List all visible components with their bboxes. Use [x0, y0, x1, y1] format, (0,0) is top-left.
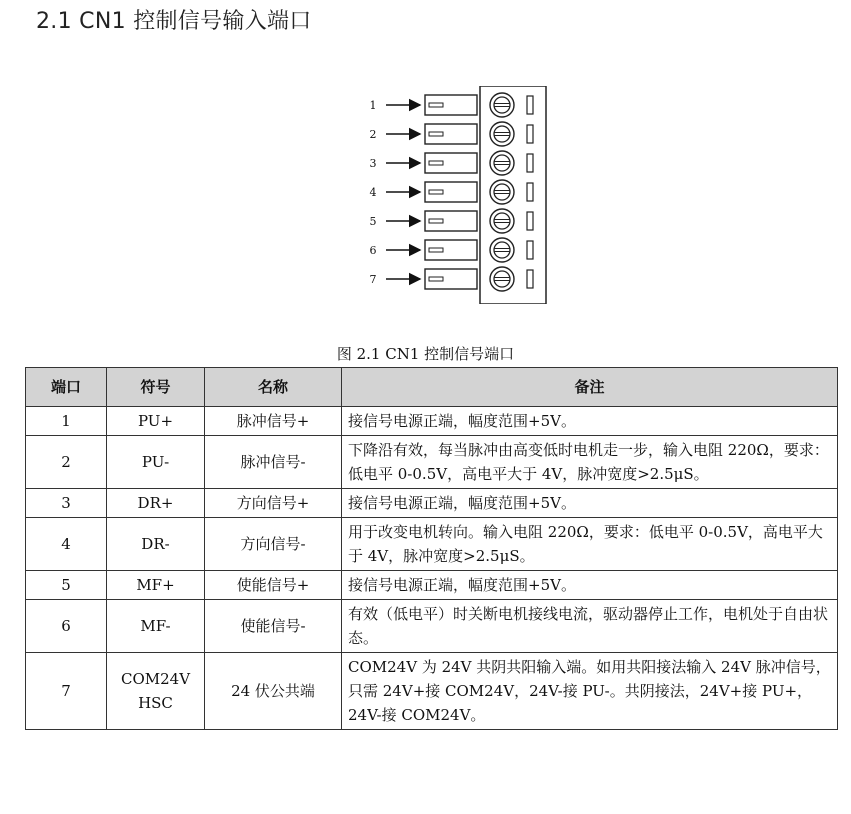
- screw-head: [494, 242, 510, 258]
- section-title: 2.1 CN1 控制信号输入端口: [36, 9, 312, 34]
- port-table: [25, 367, 838, 730]
- cell-note: 用于改变电机转向。输入电阻 220Ω，要求：低电平 0-0.5V，高电平大于 4V，脉冲宽度>2.5μS。: [342, 518, 838, 571]
- wire-slot-mark: [429, 190, 443, 194]
- screw-head: [494, 213, 510, 229]
- connector-pin: [370, 122, 534, 146]
- screw-head: [494, 184, 510, 200]
- pin-number-label: 5: [369, 215, 377, 228]
- pin-number-label: 3: [369, 157, 377, 170]
- header-note: 备注: [342, 368, 838, 407]
- pin-tab: [527, 154, 533, 172]
- table-row: [26, 436, 838, 489]
- screw-head: [494, 97, 510, 113]
- header-symbol: 符号: [107, 368, 205, 407]
- wire-slot-mark: [429, 132, 443, 136]
- pin-tab: [527, 125, 533, 143]
- wire-slot-mark: [429, 248, 443, 252]
- cell-name: 脉冲信号-: [205, 436, 342, 489]
- pin-number-label: 2: [369, 128, 377, 141]
- cell-note: COM24V 为 24V 共阴共阳输入端。如用共阳接法输入 24V 脉冲信号，只需 24V+接 COM24V，24V-接 PU-。共阴接法，24V+接 PU+，24V-接 COM24V。: [342, 653, 838, 730]
- cell-symbol: MF-: [107, 600, 205, 653]
- cell-symbol: DR-: [107, 518, 205, 571]
- connector-pin: [370, 151, 534, 175]
- table-row: [26, 653, 838, 730]
- pin-tab: [527, 212, 533, 230]
- pin-number-label: 1: [369, 99, 377, 112]
- cell-name: 脉冲信号+: [205, 407, 342, 436]
- table-row: [26, 489, 838, 518]
- header-name: 名称: [205, 368, 342, 407]
- pin-tab: [527, 241, 533, 259]
- cell-port: 2: [26, 436, 107, 489]
- wire-slot-mark: [429, 277, 443, 281]
- cell-port: 6: [26, 600, 107, 653]
- cell-name: 方向信号-: [205, 518, 342, 571]
- pin-tab: [527, 183, 533, 201]
- cell-symbol: MF+: [107, 571, 205, 600]
- cell-name: 使能信号-: [205, 600, 342, 653]
- pin-tab: [527, 96, 533, 114]
- cell-symbol: PU+: [107, 407, 205, 436]
- connector-pin: [370, 267, 534, 291]
- cell-symbol: COM24V HSC: [107, 653, 205, 730]
- cell-symbol: PU-: [107, 436, 205, 489]
- table-row: [26, 518, 838, 571]
- cell-note: 接信号电源正端，幅度范围+5V。: [342, 571, 838, 600]
- cell-port: 4: [26, 518, 107, 571]
- screw-head: [494, 126, 510, 142]
- wire-slot-mark: [429, 161, 443, 165]
- cell-port: 5: [26, 571, 107, 600]
- connector-pin: [370, 93, 534, 117]
- cell-name: 方向信号+: [205, 489, 342, 518]
- header-port: 端口: [26, 368, 107, 407]
- cell-note: 有效（低电平）时关断电机接线电流，驱动器停止工作，电机处于自由状态。: [342, 600, 838, 653]
- table-row: [26, 600, 838, 653]
- cell-note: 接信号电源正端，幅度范围+5V。: [342, 407, 838, 436]
- pin-number-label: 4: [369, 186, 377, 199]
- cell-name: 使能信号+: [205, 571, 342, 600]
- table-header-row: [26, 368, 838, 407]
- wire-slot-mark: [429, 219, 443, 223]
- cell-note: 接信号电源正端，幅度范围+5V。: [342, 489, 838, 518]
- table-row: [26, 407, 838, 436]
- pin-number-label: 6: [369, 244, 377, 257]
- screw-head: [494, 155, 510, 171]
- cell-symbol: DR+: [107, 489, 205, 518]
- cell-port: 7: [26, 653, 107, 730]
- connector-pin: [370, 180, 534, 204]
- table-row: [26, 571, 838, 600]
- cn1-connector-diagram: [356, 86, 556, 304]
- wire-slot-mark: [429, 103, 443, 107]
- cell-note: 下降沿有效，每当脉冲由高变低时电机走一步，输入电阻 220Ω，要求：低电平 0-0.5V，高电平大于 4V，脉冲宽度>2.5μS。: [342, 436, 838, 489]
- pin-number-label: 7: [369, 273, 377, 286]
- cell-name: 24 伏公共端: [205, 653, 342, 730]
- cell-port: 1: [26, 407, 107, 436]
- pin-tab: [527, 270, 533, 288]
- cell-port: 3: [26, 489, 107, 518]
- figure-caption: 图 2.1 CN1 控制信号端口: [336, 345, 515, 363]
- connector-pin: [370, 209, 534, 233]
- connector-pin: [370, 238, 534, 262]
- screw-head: [494, 271, 510, 287]
